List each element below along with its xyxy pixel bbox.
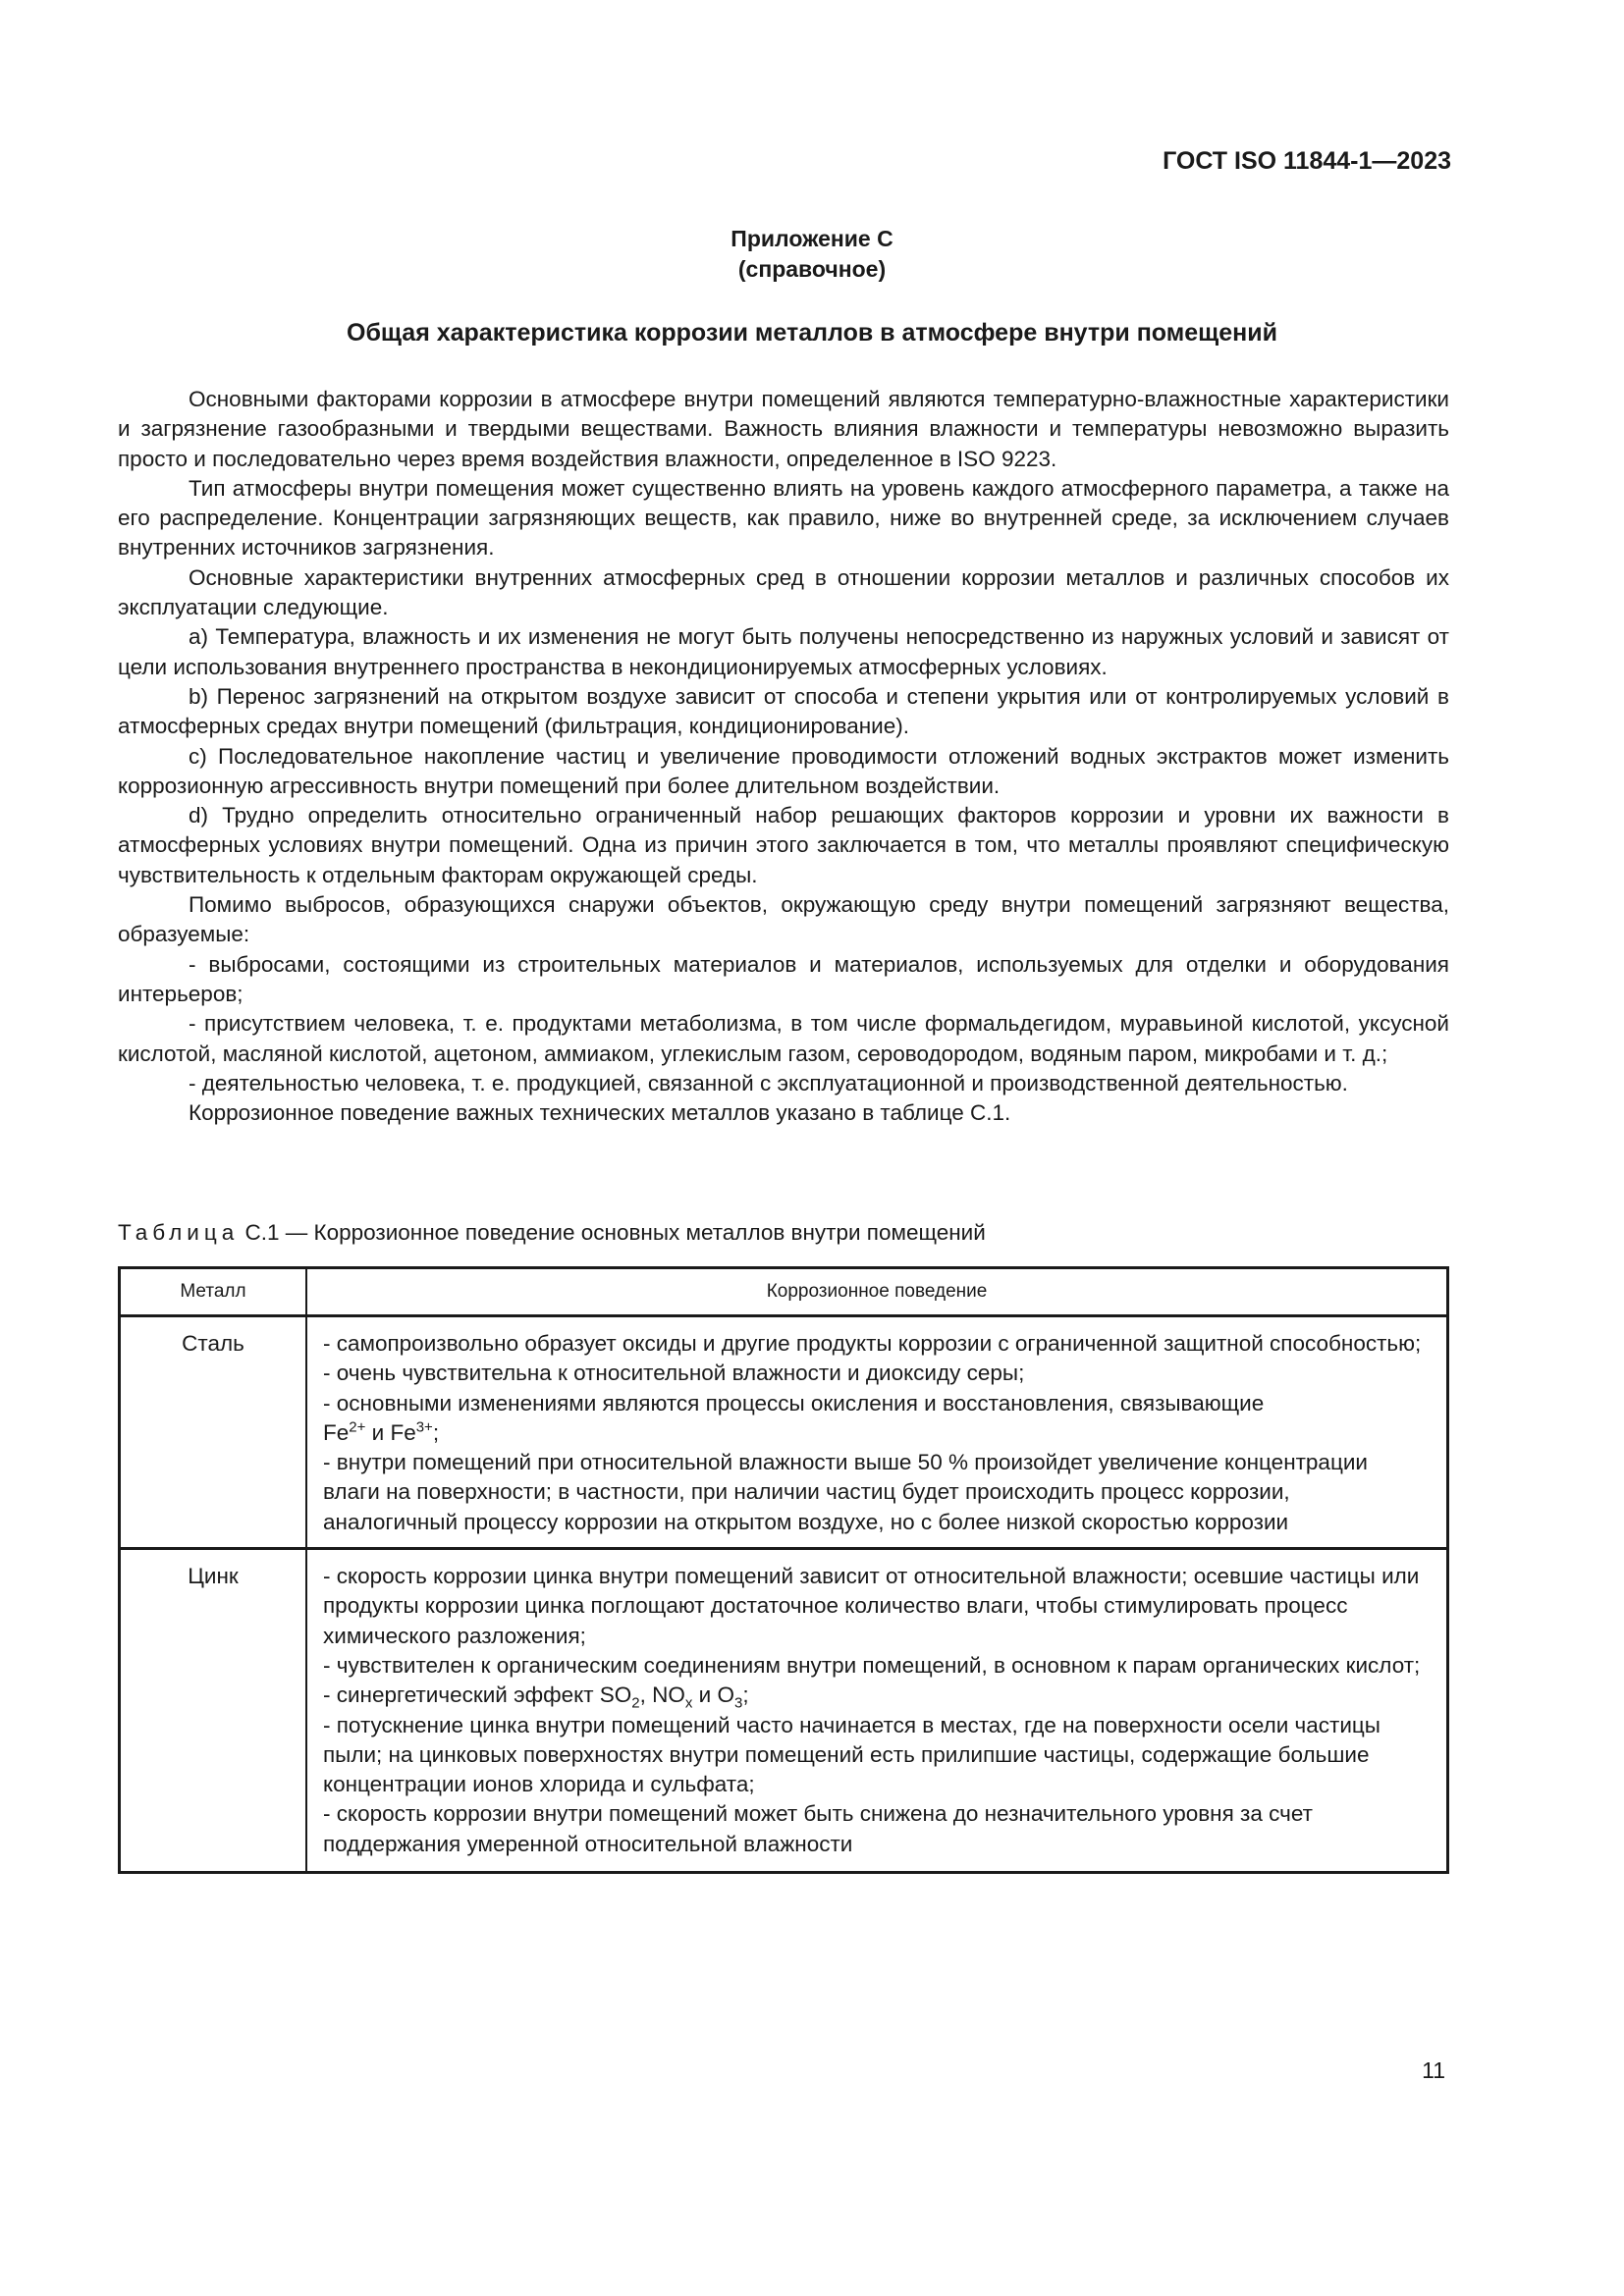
list-item-b: b) Перенос загрязнений на открытом воздухе зависит от способа и степени укрытия или от контролируемых условий в атмосферных средах внутри помещений (фильтрация, кондиционирование). — [118, 683, 1449, 739]
metal-cell: Сталь — [120, 1316, 307, 1549]
behavior-line: - скорость коррозии внутри помещений может быть снижена до незначительного уровня за счет поддержания умеренной относительной влажности — [323, 1801, 1313, 1856]
table-row — [120, 1316, 1448, 1549]
behavior-line — [323, 1681, 1427, 1710]
table-caption-text: С.1 — Коррозионное поведение основных металлов внутри помещений — [239, 1220, 986, 1245]
table-caption-label: Таблица — [118, 1220, 240, 1245]
list-item-d: d) Трудно определить относительно ограниченный набор решающих факторов коррозии и уровни их важности в атмосферных условиях внутри помещений. Одна из причин этого заключается в том, что металлы проявляют специфическую чувствительность к отдельным факторам окружающей среды. — [118, 803, 1449, 887]
dash-item: - деятельностью человека, т. е. продукцией, связанной с эксплуатационной и производственной деятельностью. — [189, 1070, 1348, 1095]
iron-ion-formula: $Fe^{2+}$ и $Fe^{3+}$; — [323, 1418, 440, 1445]
list-item-a: a) Температура, влажность и их изменения не могут быть получены непосредственно из наружных условий и зависят от цели использования внутреннего пространства в некондиционируемых атмосферных условиях. — [118, 624, 1449, 679]
table-caption — [118, 1220, 1449, 1246]
list-item-c: c) Последовательное накопление частиц и увеличение проводимости отложений водных экстрактов может изменить коррозионную агрессивность внутри помещений при более длительном воздействии. — [118, 743, 1449, 798]
behavior-line: - чувствителен к органическим соединениям внутри помещений, в основном к парам органических кислот; — [323, 1652, 1421, 1678]
page-number: 11 — [1422, 2057, 1445, 2083]
behavior-cell — [306, 1316, 1448, 1549]
paragraph: Коррозионное поведение важных технических металлов указано в таблице С.1. — [189, 1100, 1011, 1126]
annex-status: (справочное) — [737, 256, 887, 282]
paragraph: Тип атмосферы внутри помещения может существенно влиять на уровень каждого атмосферного параметра, а также на его распределение. Концентрации загрязняющих веществ, как правило, ниже во внутренней среде, за исключением случаев внутренних источников загрязнения. — [118, 475, 1449, 561]
behavior-line: - потускнение цинка внутри помещений часто начинается в местах, где на поверхности осели частицы пыли; на цинковых поверхностях внутри помещений есть прилипшие частицы, содержащие большие концентрации ионов хлорида и сульфата; — [323, 1712, 1380, 1797]
behavior-line: - скорость коррозии цинка внутри помещений зависит от относительной влажности; осевшие частицы или продукты коррозии цинка поглощают достаточное количество влаги, чтобы стимулировать процесс химического разложения; — [323, 1564, 1420, 1648]
body-text — [118, 385, 1449, 1128]
annex-heading — [0, 224, 1624, 285]
paragraph: Основными факторами коррозии в атмосфере внутри помещений являются температурно-влажностные характеристики и загрязнение газообразными и твердыми веществами. Важность влияния влажности и температуры невозможно выразить просто и последовательно через время воздействия влажности, определенное в ISO 9223. — [118, 387, 1449, 471]
metal-cell: Цинк — [120, 1549, 307, 1873]
document-title: Общая характеристика коррозии металлов в атмосфере внутри помещений — [347, 319, 1277, 347]
paragraph: Основные характеристики внутренних атмосферных сред в отношении коррозии металлов и различных способов их эксплуатации следующие. — [118, 564, 1449, 620]
paragraph: Помимо выбросов, образующихся снаружи объектов, окружающую среду внутри помещений загрязняют вещества, образуемые: — [118, 892, 1449, 947]
behavior-line — [323, 1389, 1427, 1449]
behavior-line-text: - основными изменениями являются процессы окисления и восстановления, связывающие — [323, 1390, 1265, 1415]
dash-item: - присутствием человека, т. е. продуктами метаболизма, в том числе формальдегидом, муравьиной кислотой, уксусной кислотой, масляной кислотой, ацетоном, аммиаком, углекислым газом, сероводородом, водяным паром, микробами и т. д.; — [118, 1011, 1449, 1066]
behavior-line: - очень чувствительна к относительной влажности и диоксиду серы; — [323, 1361, 1025, 1386]
corrosion-table — [118, 1266, 1449, 1874]
standard-code: ГОСТ ISO 11844-1—2023 — [1163, 147, 1451, 175]
column-header-metal: Металл — [120, 1268, 307, 1316]
behavior-cell — [306, 1549, 1448, 1873]
dash-item: - выбросами, состоящими из строительных материалов и материалов, используемых для отделки и оборудования интерьеров; — [118, 951, 1449, 1006]
behavior-line: - самопроизвольно образует оксиды и другие продукты коррозии с ограниченной защитной способностью; — [323, 1331, 1422, 1356]
gas-formula: $SO_2$, $NO_x$ и $O_3$; — [599, 1682, 749, 1712]
column-header-behavior: Коррозионное поведение — [306, 1268, 1448, 1316]
annex-title: Приложение С — [731, 226, 893, 251]
behavior-line: - внутри помещений при относительной влажности выше 50 % произойдет увеличение концентрации влаги на поверхности; в частности, при наличии частиц будет происходить процесс коррозии, аналогичный процессу коррозии на открытом воздухе, но с более низкой скоростью коррозии — [323, 1450, 1368, 1534]
table-header-row — [120, 1268, 1448, 1316]
table-row — [120, 1549, 1448, 1873]
behavior-line-text: - синергетический эффект — [323, 1682, 594, 1708]
